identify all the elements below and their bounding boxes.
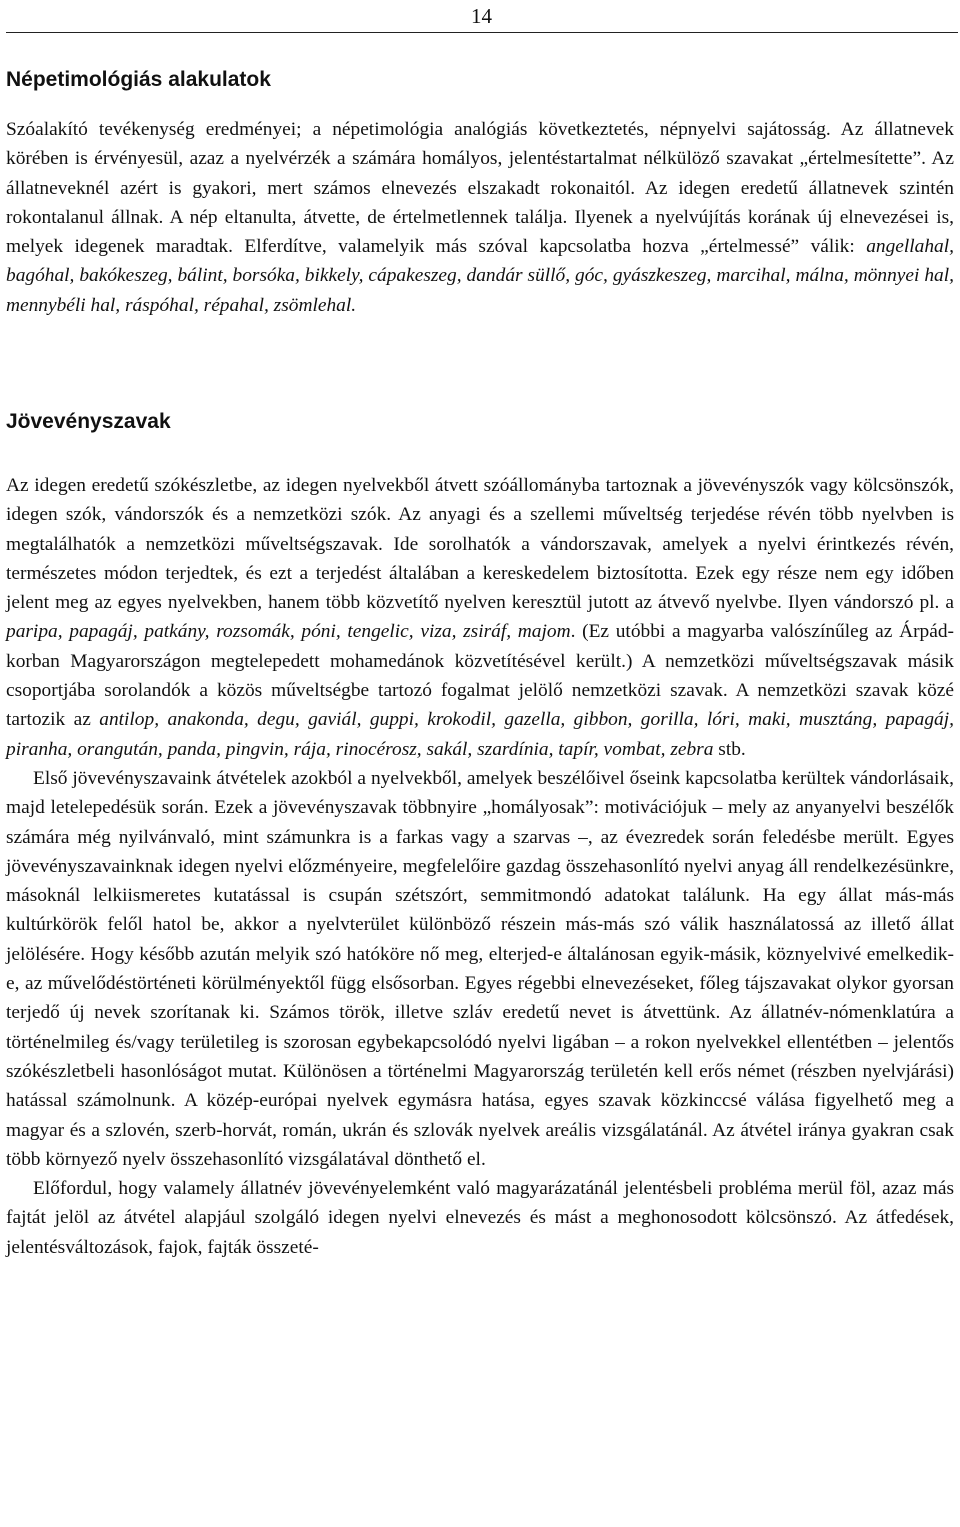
- text-run: Első jövevényszavaink átvételek azokból a nyelvekből, amelyek beszélőivel őseink kapcsolatba kerültek vándorlásaik, majd letelepedésük során. Ezek a jövevényszavak többnyire „homályosak”: motivációjuk – mely az anyanyelvi beszélők számára még nyilvánvaló, mint számunkra is a farkas vagy a szarvas –, az évezredek során feledésbe merült. Egyes jövevényszavainknak idegen nyelvi előzményeire, megfelelőire gazdag összehasonlító nyelvi anyag áll rendelkezésünkre, másoknál lelkiismeretes kutatással is csupán szétszórt, semmitmondó adatokat találunk. Ha egy állat más-más kultúrkörök felől hatol be, akkor a nyelvterület különböző részein más-más szó válik használatossá az illető állat jelölésére. Hogy később azután melyik szó hatóköre nő meg, elterjed-e általánosan egyik-másik, köznyelvivé emelkedik-e, az művelődéstörténeti körülményektől függ elsősorban. Egyes régebbi elnevezéseket, főleg tájszavakat olykor gyorsan terjedő új nevek szorítanak ki. Számos török, illetve szláv eredetű nevet is átvettünk. Az állatnév-nómenklatúra a történelmileg és/vagy területileg is szorosan egybekapcsolódó nyelvi ligában – a rokon nyelvekkel ellentétben – jelentős szókészletbeli hasonlóságot mutat. Különösen a történelmi Magyarország területén kell erős német (részben nyelvjárási) hatással számolnunk. A közép-európai nyelvek egymásra hatása, egyes szavak közkinccsé válása figyelhető meg a magyar és a szlovén, szerb-horvát, román, ukrán és szlovák nyelvek areális vizsgálatánál. Az átvétel iránya gyakran csak több környező nyelv összehasonlító vizsgálatával dönthető el.: [6, 767, 954, 1170]
- section-heading-jovevenyszavak: Jövevényszavak: [6, 410, 171, 433]
- italic-example-words: paripa, papagáj, patkány, rozsomák, póni, tengelic, viza, zsiráf, majom: [6, 621, 571, 643]
- italic-example-words: angellahal, bagóhal, bakókeszeg, bálint, borsóka, bikkely, cápakeszeg, dandár süllő, góc, gyászkeszeg, marcihal, málna, mönnyei hal, mennybéli hal, ráspóhal, répahal, zsömlehal.: [6, 236, 954, 316]
- italic-example-words: antilop, anakonda, degu, gaviál, guppi, krokodil, gazella, gibbon, gorilla, lóri, maki, musztáng, papagáj, piranha, orangután, panda, pingvin, rája, rinocérosz, sakál, szardínia, tapír, vombat, zebra: [6, 709, 954, 760]
- paragraph: [6, 115, 954, 320]
- text-run: stb.: [713, 738, 746, 760]
- paragraph: [6, 471, 954, 764]
- page-number: 14: [471, 4, 492, 28]
- text-run: Előfordul, hogy valamely állatnév jövevényelemként való magyarázatánál jelentésbeli probléma merül föl, azaz más fajtát jelöl az átvétel alapjául szolgáló idegen nyelvi elnevezés és mást a meghonosodott kölcsönszó. Az átfedések, jelentésváltozások, fajok, fajták összeté-: [6, 1178, 954, 1258]
- text-run: Az idegen eredetű szókészletbe, az idegen nyelvekből átvett szóállományba tartoznak a jövevényszók vagy kölcsönszók, idegen szók, vándorszók és a nemzetközi szók. Az anyagi és a szellemi műveltség terjedése révén több nyelvben is megtalálhatók a nemzetközi műveltségszavak. Ide sorolhatók a vándorszavak, amelyek a nyelvi érintkezés révén, természetes módon terjedtek, és ezt a terjedést általában a kereskedelem biztosította. Ezek egy része nem egy időben jelent meg az egyes nyelvekben, hanem több közvetítő nyelven keresztül jutott az átvevő nyelvbe. Ilyen vándorszó pl. a: [6, 475, 954, 614]
- header-rule: [6, 32, 958, 33]
- text-run: . (Ez utóbbi a magyarba valószínűleg az Árpád-korban Magyarországon megtelepedett mohamedánok közvetítésével került.) A nemzetközi műveltségszavak másik csoportjába sorolandók a közös műveltségbe tartozó fogalmat jelölő nemzetközi szavak. A nemzetközi szavak közé tartozik az: [6, 621, 954, 731]
- section-heading-nepetimologias: Népetimológiás alakulatok: [6, 68, 271, 91]
- document-page: [6, 0, 954, 1527]
- text-run: Szóalakító tevékenység eredményei; a népetimológia analógiás következtetés, népnyelvi sajátosság. Az állatnevek körében is érvényesül, azaz a nyelvérzék a számára homályos, jelentéstartalmat nélkülöző szavakat „értelmesítette”. Az állatneveknél azért is gyakori, mert számos elnevezés elszakadt rokonaitól. Az idegen eredetű állatnevek szintén rokontalanul állnak. A nép eltanulta, átvette, de értelmetlennek találja. Ilyenek a nyelvújítás korának új elnevezései is, melyek idegenek maradtak. Elferdítve, valamelyik más szóval kapcsolatba hozva „értelmessé” válik:: [6, 119, 954, 258]
- section-body-jovevenyszavak: [6, 471, 954, 1262]
- section-body-nepetimologias: [6, 115, 954, 320]
- paragraph: [6, 764, 954, 1174]
- paragraph: [6, 1174, 954, 1262]
